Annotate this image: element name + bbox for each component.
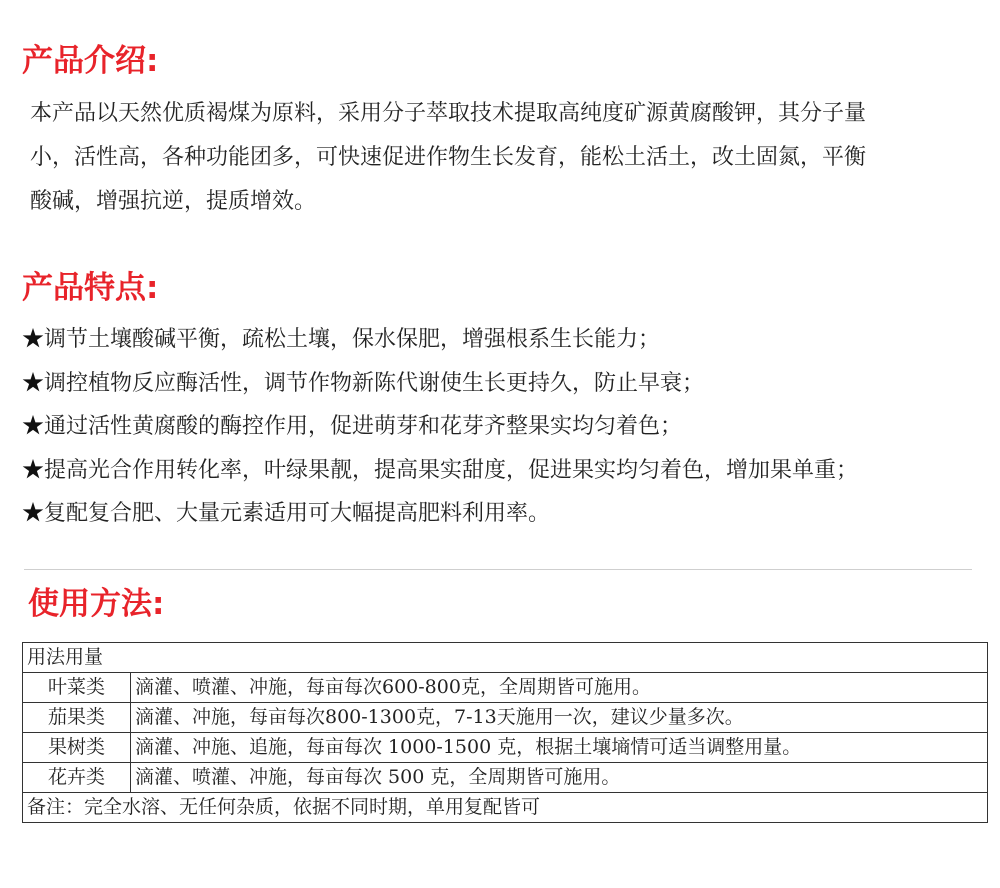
star-icon: ★ (22, 457, 45, 483)
section-divider (24, 569, 972, 570)
feature-item (22, 362, 982, 406)
star-icon: ★ (22, 370, 45, 396)
usage-table (22, 642, 988, 823)
star-icon: ★ (22, 501, 45, 526)
crop-cell: 果树类 (23, 733, 131, 763)
note-cell: 备注：完全水溶、无任何杂质，依据不同时期，单用复配皆可 (23, 793, 988, 823)
feature-text: 提高光合作用转化率，叶绿果靓，提高果实甜度，促进果实均匀着色，增加果单重； (44, 457, 859, 483)
crop-cell: 花卉类 (23, 763, 131, 793)
method-cell: 滴灌、冲施、追施，每亩每次 1000-1500 克，根据土壤墒情可适当调整用量。 (131, 733, 988, 763)
feature-item (22, 318, 982, 362)
method-cell: 滴灌、喷灌、冲施，每亩每次600-800克，全周期皆可施用。 (131, 673, 988, 703)
usage-heading: 使用方法: (28, 586, 165, 622)
table-row (23, 673, 988, 703)
method-cell: 滴灌、冲施，每亩每次800-1300克，7-13天施用一次，建议少量多次。 (131, 703, 988, 733)
intro-paragraph (30, 92, 960, 224)
intro-line: 本产品以天然优质褐煤为原料，采用分子萃取技术提取高纯度矿源黄腐酸钾，其分子量 (30, 101, 867, 126)
table-header-cell: 用法用量 (23, 643, 988, 673)
feature-item (22, 405, 982, 449)
table-row (23, 763, 988, 793)
feature-text: 调节土壤酸碱平衡，疏松土壤，保水保肥，增强根系生长能力； (44, 327, 661, 352)
star-icon: ★ (22, 414, 45, 439)
intro-line: 酸碱，增强抗逆，提质增效。 (30, 189, 317, 214)
feature-item (22, 449, 982, 493)
table-note-row (23, 793, 988, 823)
table-header-row (23, 643, 988, 673)
intro-line: 小，活性高，各种功能团多，可快速促进作物生长发育，能松土活土，改土固氮，平衡 (30, 145, 867, 170)
feature-text: 通过活性黄腐酸的酶控作用，促进萌芽和花芽齐整果实均匀着色； (44, 414, 683, 439)
method-cell: 滴灌、喷灌、冲施，每亩每次 500 克，全周期皆可施用。 (131, 763, 988, 793)
feature-list (22, 318, 982, 536)
feature-text: 复配复合肥、大量元素适用可大幅提高肥料利用率。 (44, 501, 551, 526)
features-heading: 产品特点: (22, 270, 159, 306)
intro-heading: 产品介绍: (22, 43, 159, 79)
table-row (23, 733, 988, 763)
crop-cell: 叶菜类 (23, 673, 131, 703)
table-row (23, 703, 988, 733)
star-icon: ★ (22, 327, 45, 352)
crop-cell: 茄果类 (23, 703, 131, 733)
feature-text: 调控植物反应酶活性，调节作物新陈代谢使生长更持久，防止早衰； (44, 370, 705, 396)
feature-item (22, 492, 982, 536)
